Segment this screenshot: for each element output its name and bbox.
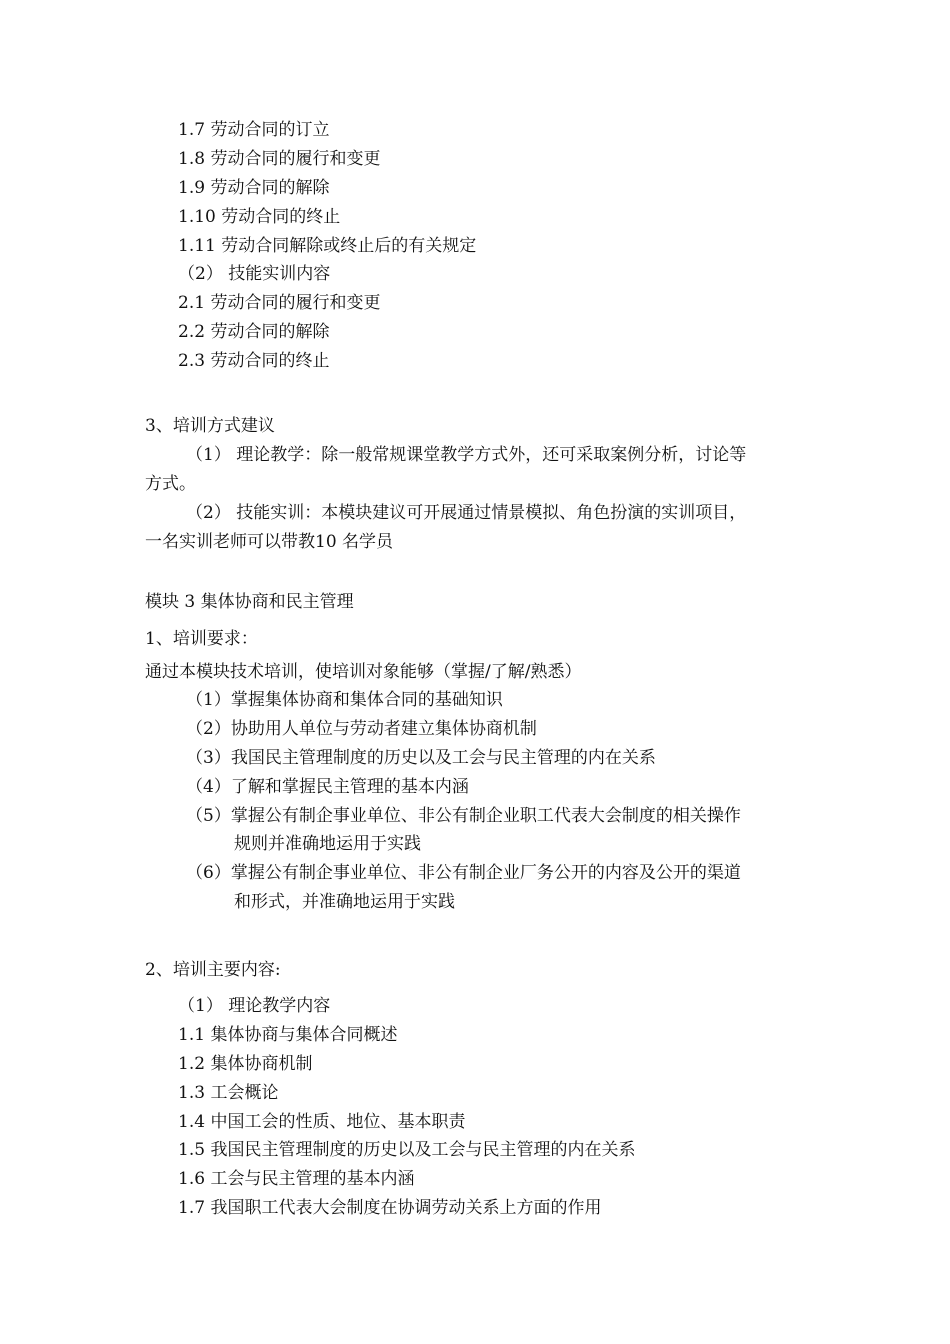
list-item: 1.7 我国职工代表大会制度在协调劳动关系上方面的作用 — [178, 1198, 602, 1218]
paragraph-line: 一名实训老师可以带教10 名学员 — [145, 532, 394, 552]
paragraph-line: （2） 技能实训：本模块建议可开展通过情景模拟、角色扮演的实训项目， — [186, 503, 747, 523]
list-item: 2.3 劳动合同的终止 — [178, 351, 330, 371]
list-item: 1.10 劳动合同的终止 — [178, 207, 341, 227]
list-item: （6）掌握公有制企事业单位、非公有制企业厂务公开的内容及公开的渠道 — [186, 863, 741, 883]
section-heading: 3、培训方式建议 — [145, 416, 275, 436]
list-item: 1.11 劳动合同解除或终止后的有关规定 — [178, 236, 477, 256]
list-item: 2.1 劳动合同的履行和变更 — [178, 293, 381, 313]
skill-heading: （2） 技能实训内容 — [178, 264, 331, 284]
list-item: （2）协助用人单位与劳动者建立集体协商机制 — [186, 719, 537, 739]
section-heading: 2、培训主要内容: — [145, 960, 281, 980]
list-item: 1.1 集体协商与集体合同概述 — [178, 1025, 398, 1045]
module-title: 模块 3 集体协商和民主管理 — [145, 592, 354, 612]
list-item: （4）了解和掌握民主管理的基本内涵 — [186, 777, 469, 797]
paragraph-line: 方式。 — [145, 474, 196, 494]
list-item: 1.4 中国工会的性质、地位、基本职责 — [178, 1112, 466, 1132]
list-item: 1.5 我国民主管理制度的历史以及工会与民主管理的内在关系 — [178, 1140, 636, 1160]
list-item-continuation: 和形式，并准确地运用于实践 — [234, 892, 455, 912]
list-item: （1）掌握集体协商和集体合同的基础知识 — [186, 690, 503, 710]
list-item: 1.3 工会概论 — [178, 1083, 279, 1103]
list-item-continuation: 规则并准确地运用于实践 — [234, 834, 421, 854]
list-item: （5）掌握公有制企事业单位、非公有制企业职工代表大会制度的相关操作 — [186, 806, 741, 826]
paragraph-line: （1） 理论教学：除一般常规课堂教学方式外，还可采取案例分析，讨论等 — [186, 445, 747, 465]
list-item: （3）我国民主管理制度的历史以及工会与民主管理的内在关系 — [186, 748, 656, 768]
list-item: 1.9 劳动合同的解除 — [178, 178, 330, 198]
theory-heading: （1） 理论教学内容 — [178, 996, 331, 1016]
list-item: 1.2 集体协商机制 — [178, 1054, 313, 1074]
list-item: 2.2 劳动合同的解除 — [178, 322, 330, 342]
list-item: 1.6 工会与民主管理的基本内涵 — [178, 1169, 415, 1189]
paragraph-line: 通过本模块技术培训，使培训对象能够（掌握/了解/熟悉） — [145, 662, 582, 682]
list-item: 1.7 劳动合同的订立 — [178, 120, 330, 140]
list-item: 1.8 劳动合同的履行和变更 — [178, 149, 381, 169]
section-heading: 1、培训要求： — [145, 629, 258, 649]
